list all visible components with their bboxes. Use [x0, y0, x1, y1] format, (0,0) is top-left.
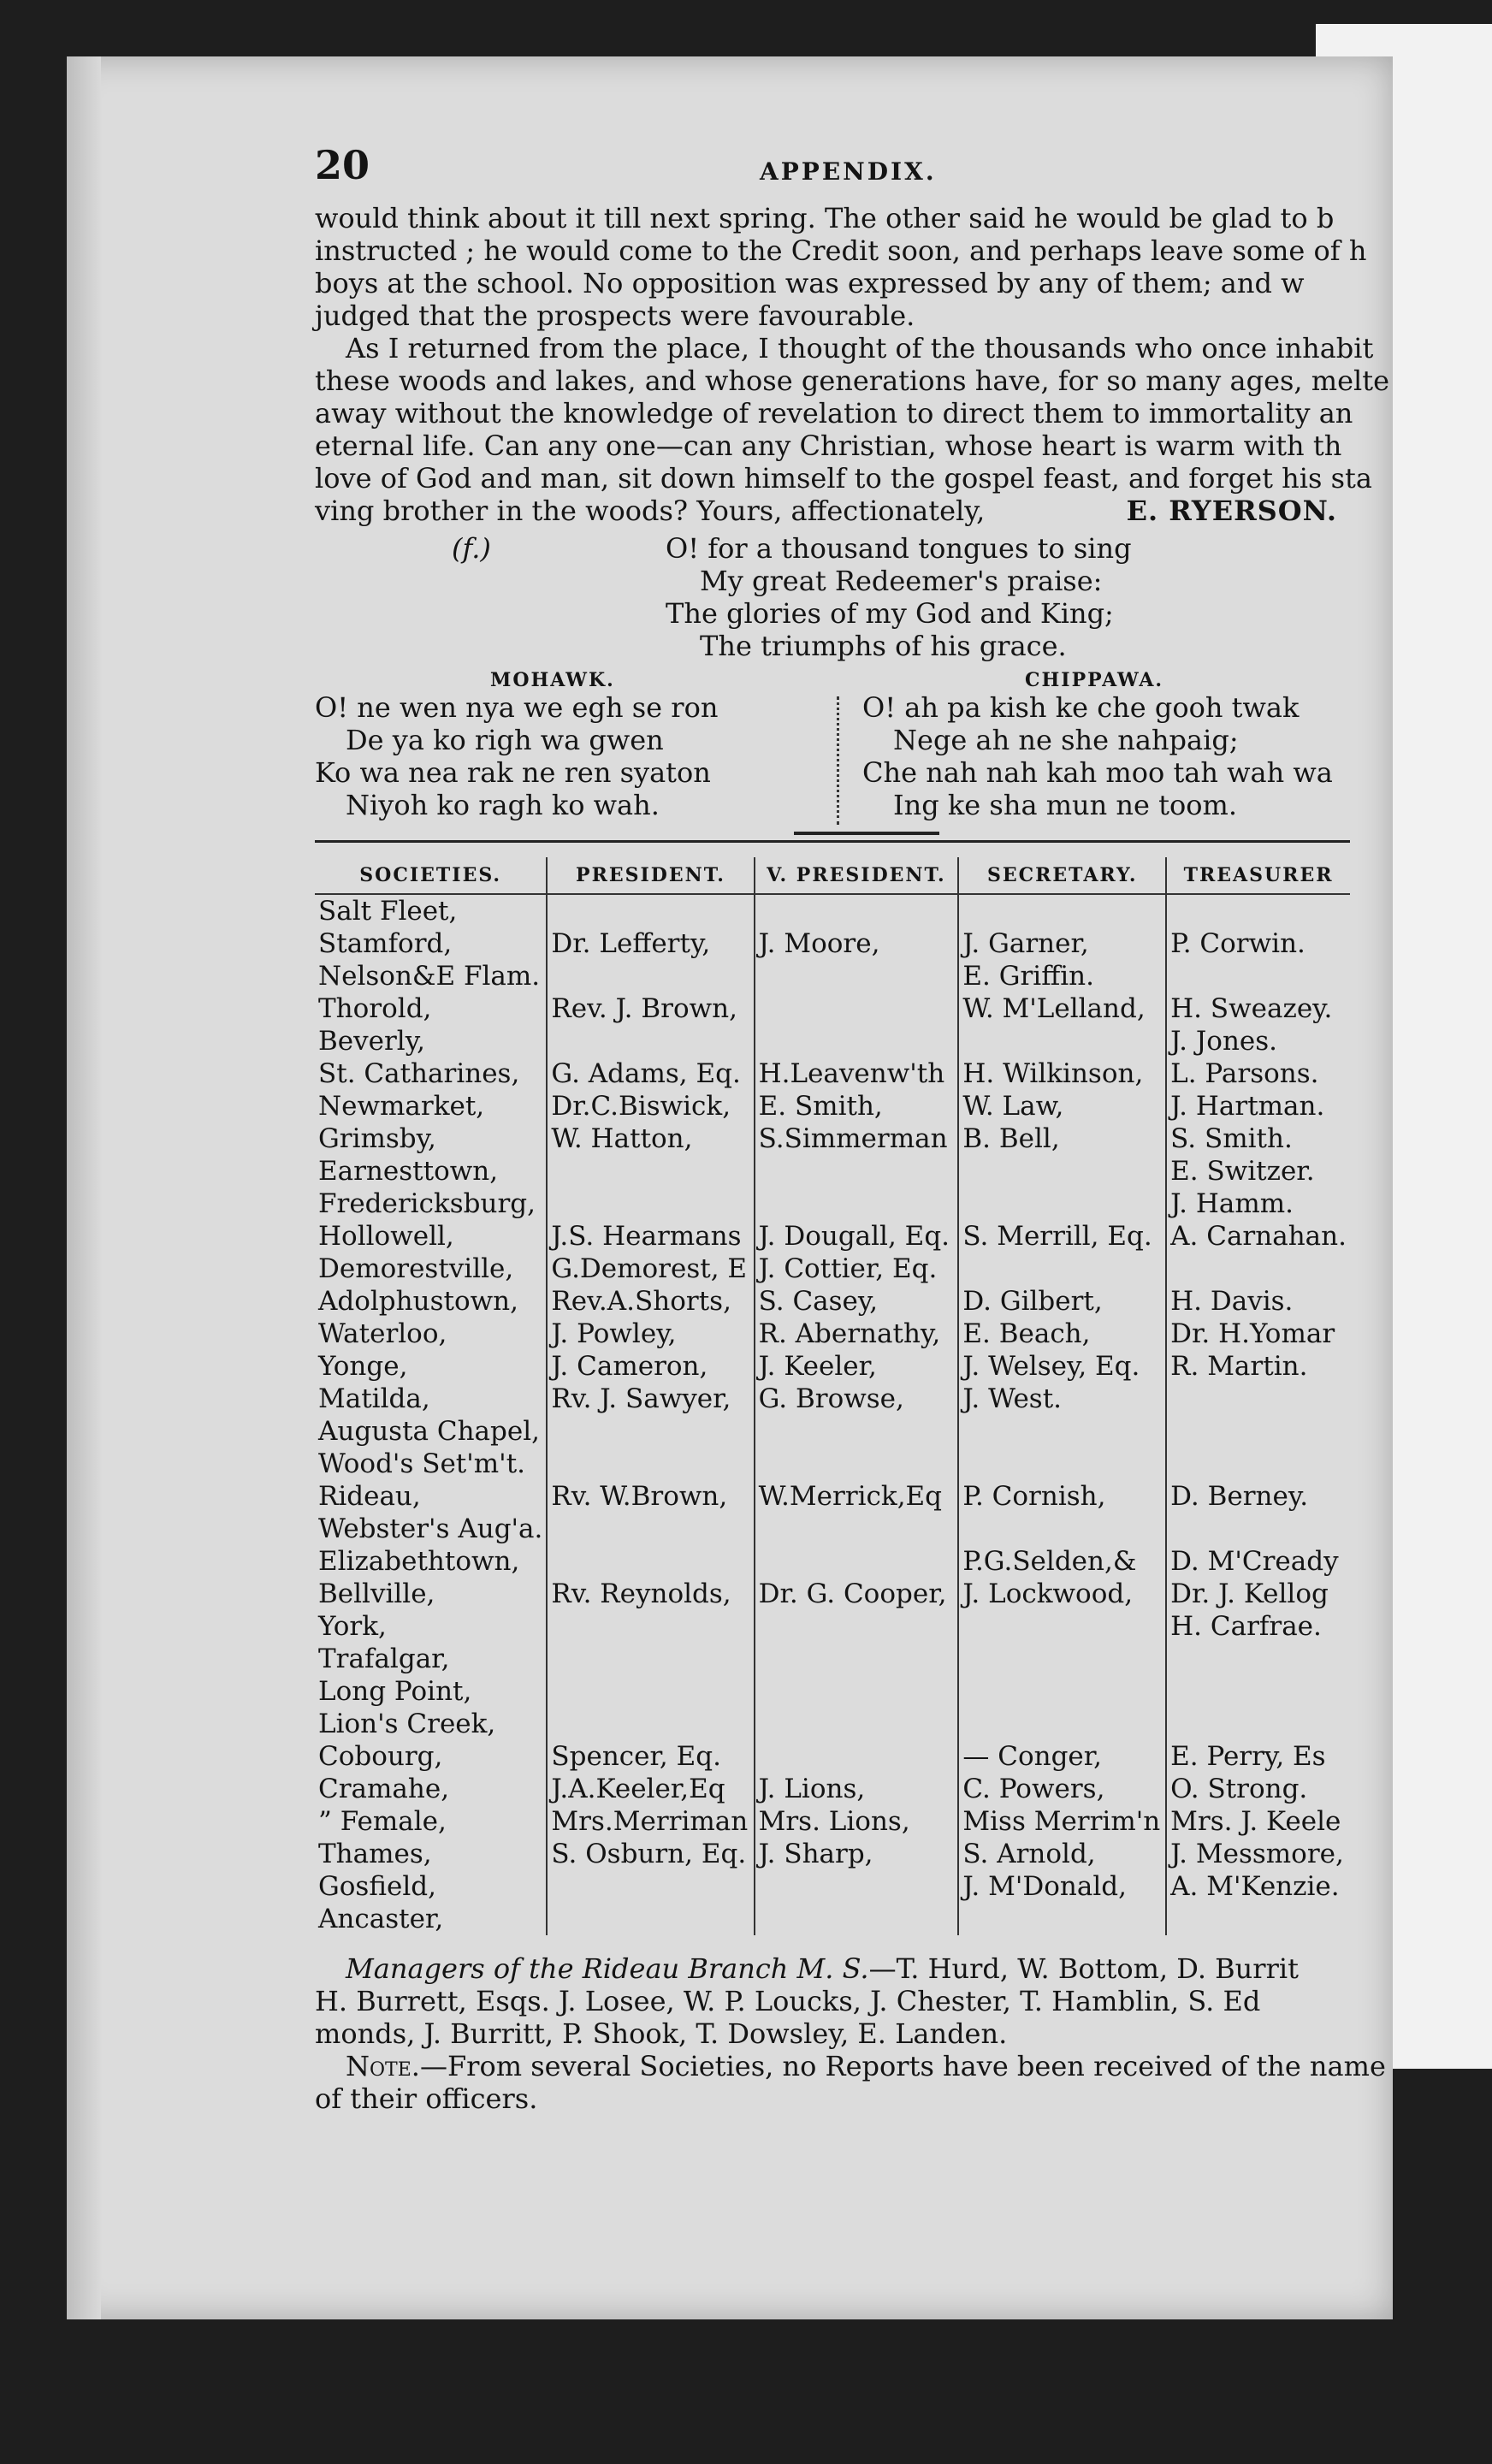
- treasurer-cell: [1166, 1675, 1350, 1708]
- closing-line: [315, 495, 1337, 527]
- table-row: [315, 894, 1350, 927]
- society-cell: Augusta Chapel,: [318, 1416, 540, 1447]
- hymn-mark: (f.): [452, 532, 491, 565]
- mohawk-verse: [315, 691, 718, 821]
- society-cell: Adolphustown,: [318, 1286, 518, 1317]
- society-cell: ” Female,: [318, 1806, 447, 1837]
- vice-president-cell: G. Browse,: [755, 1383, 959, 1415]
- treasurer-cell: H. Davis.: [1166, 1285, 1350, 1318]
- treasurer-cell: [1166, 1253, 1350, 1285]
- vice-president-cell: [755, 1708, 959, 1740]
- table-row: [315, 1155, 1350, 1188]
- president-cell: Rv. J. Sawyer,: [547, 1383, 754, 1415]
- society-cell: Cobourg,: [318, 1741, 443, 1772]
- section-rule: [315, 840, 1350, 843]
- president-cell: [547, 1610, 754, 1643]
- secretary-cell: P.G.Selden,&: [958, 1545, 1166, 1578]
- society-cell: Yonge,: [318, 1351, 408, 1382]
- table-row: [315, 1513, 1350, 1545]
- table-row: [315, 1090, 1350, 1122]
- president-cell: Dr. Lefferty,: [547, 927, 754, 960]
- treasurer-cell: R. Martin.: [1166, 1350, 1350, 1383]
- vice-president-cell: [755, 1675, 959, 1708]
- secretary-cell: P. Cornish,: [958, 1480, 1166, 1513]
- table-row: [315, 1057, 1350, 1090]
- treasurer-cell: E. Perry, Es: [1166, 1740, 1350, 1773]
- verse-line: Ing ke sha mun ne toom.: [893, 789, 1238, 821]
- secretary-cell: [958, 894, 1166, 927]
- signature: E. RYERSON.: [1126, 495, 1337, 527]
- president-cell: [547, 894, 754, 927]
- managers-line: monds, J. Burritt, P. Shook, T. Dowsley, E. Landen.: [315, 2017, 1008, 2050]
- society-cell: Long Point,: [318, 1676, 472, 1707]
- secretary-cell: [958, 1025, 1166, 1057]
- table-row: [315, 1188, 1350, 1220]
- mohawk-heading: MOHAWK.: [490, 669, 615, 691]
- treasurer-cell: J. Messmore,: [1166, 1838, 1350, 1870]
- society-cell: Demorestville,: [318, 1253, 514, 1284]
- society-cell: Bellville,: [318, 1578, 435, 1609]
- president-cell: Rv. Reynolds,: [547, 1578, 754, 1610]
- treasurer-cell: H. Carfrae.: [1166, 1610, 1350, 1643]
- secretary-cell: [958, 1675, 1166, 1708]
- society-cell: Cramahe,: [318, 1774, 450, 1804]
- running-head: APPENDIX.: [760, 157, 937, 186]
- treasurer-cell: O. Strong.: [1166, 1773, 1350, 1805]
- president-cell: G.Demorest, E: [547, 1253, 754, 1285]
- page-header: [315, 142, 1393, 202]
- table-row: [315, 992, 1350, 1025]
- president-cell: J. Powley,: [547, 1318, 754, 1350]
- vice-president-cell: [755, 1545, 959, 1578]
- president-cell: W. Hatton,: [547, 1122, 754, 1155]
- verse-line: Nege ah ne she nahpaig;: [893, 724, 1239, 756]
- secretary-cell: W. Law,: [958, 1090, 1166, 1122]
- president-cell: [547, 1025, 754, 1057]
- president-cell: [547, 1870, 754, 1903]
- table-body: [315, 894, 1350, 1935]
- treasurer-cell: Dr. H.Yomar: [1166, 1318, 1350, 1350]
- table-row: [315, 1643, 1350, 1675]
- secretary-cell: S. Arnold,: [958, 1838, 1166, 1870]
- vice-president-cell: [755, 1643, 959, 1675]
- treasurer-cell: D. Berney.: [1166, 1480, 1350, 1513]
- president-cell: J.A.Keeler,Eq: [547, 1773, 754, 1805]
- treasurer-cell: [1166, 1708, 1350, 1740]
- secretary-cell: [958, 1253, 1166, 1285]
- treasurer-cell: [1166, 894, 1350, 927]
- note-line: of their officers.: [315, 2082, 538, 2115]
- society-cell: Lion's Creek,: [318, 1709, 496, 1739]
- vice-president-cell: [755, 1025, 959, 1057]
- society-cell: Grimsby,: [318, 1123, 436, 1154]
- society-cell: Hollowell,: [318, 1221, 454, 1252]
- vice-president-cell: H.Leavenw'th: [755, 1057, 959, 1090]
- vice-president-cell: [755, 1740, 959, 1773]
- president-cell: [547, 1415, 754, 1448]
- vice-president-cell: Dr. G. Cooper,: [755, 1578, 959, 1610]
- table-row: [315, 960, 1350, 992]
- vice-president-cell: [755, 894, 959, 927]
- society-cell: Thames,: [318, 1839, 432, 1869]
- table-row: [315, 1350, 1350, 1383]
- table-row: [315, 1903, 1350, 1935]
- verse-line: De ya ko righ wa gwen: [346, 724, 664, 756]
- letter-line: boys at the school. No opposition was expressed by any of them; and w: [315, 267, 1305, 299]
- society-cell: Webster's Aug'a.: [318, 1513, 543, 1544]
- society-cell: Beverly,: [318, 1026, 425, 1057]
- treasurer-cell: [1166, 1643, 1350, 1675]
- vice-president-cell: J. Sharp,: [755, 1838, 959, 1870]
- table-row: [315, 1838, 1350, 1870]
- table-row: [315, 1870, 1350, 1903]
- vice-president-cell: E. Smith,: [755, 1090, 959, 1122]
- letter-line: instructed ; he would come to the Credit soon, and perhaps leave some of h: [315, 234, 1367, 267]
- society-cell: Wood's Set'm't.: [318, 1448, 526, 1479]
- treasurer-cell: J. Hartman.: [1166, 1090, 1350, 1122]
- table-row: [315, 1415, 1350, 1448]
- vice-president-cell: [755, 1870, 959, 1903]
- secretary-cell: S. Merrill, Eq.: [958, 1220, 1166, 1253]
- table-row: [315, 1708, 1350, 1740]
- vice-president-cell: Mrs. Lions,: [755, 1805, 959, 1838]
- secretary-cell: [958, 1415, 1166, 1448]
- vice-president-cell: W.Merrick,Eq: [755, 1480, 959, 1513]
- header-societies: SOCIETIES.: [315, 857, 547, 894]
- vice-president-cell: J. Cottier, Eq.: [755, 1253, 959, 1285]
- president-cell: G. Adams, Eq.: [547, 1057, 754, 1090]
- vice-president-cell: S.Simmerman: [755, 1122, 959, 1155]
- society-cell: Newmarket,: [318, 1091, 485, 1122]
- secretary-cell: C. Powers,: [958, 1773, 1166, 1805]
- societies-table: [315, 857, 1350, 1935]
- treasurer-cell: [1166, 1415, 1350, 1448]
- letter-line: love of God and man, sit down himself to the gospel feast, and forget his sta: [315, 462, 1372, 495]
- president-cell: Dr.C.Biswick,: [547, 1090, 754, 1122]
- secretary-cell: E. Griffin.: [958, 960, 1166, 992]
- secretary-cell: H. Wilkinson,: [958, 1057, 1166, 1090]
- table-row: [315, 1318, 1350, 1350]
- president-cell: J. Cameron,: [547, 1350, 754, 1383]
- table-row: [315, 1578, 1350, 1610]
- header-president: PRESIDENT.: [547, 857, 754, 894]
- vice-president-cell: S. Casey,: [755, 1285, 959, 1318]
- page-edge: [67, 56, 101, 2319]
- president-cell: [547, 960, 754, 992]
- chippawa-translation: [862, 669, 1333, 821]
- table-row: [315, 1675, 1350, 1708]
- scanned-page: [67, 56, 1393, 2319]
- secretary-cell: [958, 1448, 1166, 1480]
- treasurer-cell: S. Smith.: [1166, 1122, 1350, 1155]
- treasurer-cell: Mrs. J. Keele: [1166, 1805, 1350, 1838]
- president-cell: [547, 1155, 754, 1188]
- column-divider-ornament: [837, 696, 858, 825]
- notes-section: [315, 1952, 1393, 2115]
- society-cell: Fredericksburg,: [318, 1188, 536, 1219]
- verse-line: O! ah pa kish ke che gooh twak: [862, 691, 1300, 724]
- secretary-cell: [958, 1188, 1166, 1220]
- society-cell: St. Catharines,: [318, 1058, 520, 1089]
- vice-president-cell: [755, 1513, 959, 1545]
- secretary-cell: B. Bell,: [958, 1122, 1166, 1155]
- secretary-cell: J. Garner,: [958, 927, 1166, 960]
- president-cell: [547, 1643, 754, 1675]
- president-cell: Spencer, Eq.: [547, 1740, 754, 1773]
- verse-line: Che nah nah kah moo tah wah wa: [862, 756, 1333, 789]
- treasurer-cell: [1166, 1448, 1350, 1480]
- secretary-cell: [958, 1903, 1166, 1935]
- verse-line: Ko wa nea rak ne ren syaton: [315, 756, 711, 789]
- letter-line: would think about it till next spring. The other said he would be glad to b: [315, 202, 1335, 234]
- treasurer-cell: [1166, 1903, 1350, 1935]
- society-cell: Gosfield,: [318, 1871, 436, 1902]
- society-cell: Elizabethtown,: [318, 1546, 520, 1577]
- hymn-translations: [315, 669, 1393, 849]
- society-cell: Rideau,: [318, 1481, 421, 1512]
- table-row: [315, 1480, 1350, 1513]
- letter-text: [315, 202, 1393, 527]
- table-row: [315, 1740, 1350, 1773]
- table-row: [315, 1025, 1350, 1057]
- header-treasurer: TREASURER: [1166, 857, 1350, 894]
- hymn-line: The triumphs of his grace.: [700, 630, 1067, 662]
- president-cell: S. Osburn, Eq.: [547, 1838, 754, 1870]
- treasurer-cell: J. Jones.: [1166, 1025, 1350, 1057]
- secretary-cell: J. M'Donald,: [958, 1870, 1166, 1903]
- secretary-cell: J. West.: [958, 1383, 1166, 1415]
- verse-line: O! ne wen nya we egh se ron: [315, 691, 719, 724]
- society-cell: Trafalgar,: [318, 1644, 450, 1674]
- chippawa-verse: [862, 691, 1333, 821]
- vice-president-cell: [755, 1155, 959, 1188]
- society-cell: Thorold,: [318, 993, 432, 1024]
- hymn-lines: [666, 532, 1132, 662]
- vice-president-cell: [755, 1448, 959, 1480]
- vice-president-cell: J. Keeler,: [755, 1350, 959, 1383]
- hymn-line: O! for a thousand tongues to sing: [666, 532, 1132, 565]
- table-row: [315, 1448, 1350, 1480]
- mohawk-translation: [315, 669, 718, 821]
- note-text: —From several Societies, no Reports have been received of the name: [419, 2050, 1386, 2082]
- treasurer-cell: [1166, 1513, 1350, 1545]
- secretary-cell: — Conger,: [958, 1740, 1166, 1773]
- society-cell: Matilda,: [318, 1383, 430, 1414]
- treasurer-cell: [1166, 1383, 1350, 1415]
- hymn-english: [315, 532, 1393, 669]
- vice-president-cell: [755, 960, 959, 992]
- secretary-cell: [958, 1513, 1166, 1545]
- letter-line: these woods and lakes, and whose generations have, for so many ages, melte: [315, 364, 1390, 397]
- page-number: 20: [315, 142, 370, 188]
- table-row: [315, 927, 1350, 960]
- president-cell: [547, 1708, 754, 1740]
- table-row: [315, 1545, 1350, 1578]
- secretary-cell: E. Beach,: [958, 1318, 1166, 1350]
- page-content: [315, 142, 1393, 2115]
- president-cell: [547, 1903, 754, 1935]
- vice-president-cell: J. Moore,: [755, 927, 959, 960]
- chippawa-heading: CHIPPAWA.: [1025, 669, 1164, 691]
- vice-president-cell: [755, 992, 959, 1025]
- society-cell: Ancaster,: [318, 1904, 444, 1934]
- society-cell: Earnesttown,: [318, 1156, 499, 1187]
- president-cell: [547, 1675, 754, 1708]
- president-cell: [547, 1545, 754, 1578]
- president-cell: [547, 1448, 754, 1480]
- society-cell: Nelson&E Flam.: [318, 961, 541, 992]
- ornament-rule: [794, 832, 939, 835]
- secretary-cell: Miss Merrim'n: [958, 1805, 1166, 1838]
- note-line: [315, 2050, 1393, 2082]
- table-row: [315, 1285, 1350, 1318]
- header-vice-president: V. PRESIDENT.: [755, 857, 959, 894]
- treasurer-cell: D. M'Cready: [1166, 1545, 1350, 1578]
- president-cell: Mrs.Merriman: [547, 1805, 754, 1838]
- table-row: [315, 1253, 1350, 1285]
- secretary-cell: [958, 1610, 1166, 1643]
- vice-president-cell: [755, 1903, 959, 1935]
- hymn-line: My great Redeemer's praise:: [700, 565, 1103, 597]
- vice-president-cell: [755, 1610, 959, 1643]
- president-cell: Rev.A.Shorts,: [547, 1285, 754, 1318]
- table-header-row: [315, 857, 1350, 894]
- secretary-cell: J. Welsey, Eq.: [958, 1350, 1166, 1383]
- secretary-cell: [958, 1708, 1166, 1740]
- secretary-cell: D. Gilbert,: [958, 1285, 1166, 1318]
- managers-line: [315, 1952, 1393, 1985]
- note-label: Note.: [346, 2050, 420, 2082]
- society-cell: Waterloo,: [318, 1318, 447, 1349]
- vice-president-cell: [755, 1415, 959, 1448]
- hymn-line: The glories of my God and King;: [666, 597, 1114, 630]
- society-cell: York,: [318, 1611, 387, 1642]
- treasurer-cell: Dr. J. Kellog: [1166, 1578, 1350, 1610]
- managers-label: Managers of the Rideau Branch M. S.: [346, 1952, 869, 1985]
- table-row: [315, 1220, 1350, 1253]
- treasurer-cell: H. Sweazey.: [1166, 992, 1350, 1025]
- treasurer-cell: J. Hamm.: [1166, 1188, 1350, 1220]
- president-cell: [547, 1513, 754, 1545]
- table-row: [315, 1383, 1350, 1415]
- secretary-cell: [958, 1643, 1166, 1675]
- managers-line: H. Burrett, Esqs. J. Losee, W. P. Loucks, J. Chester, T. Hamblin, S. Ed: [315, 1985, 1261, 2017]
- letter-line: As I returned from the place, I thought of the thousands who once inhabit: [346, 332, 1374, 364]
- president-cell: Rv. W.Brown,: [547, 1480, 754, 1513]
- closing-text: ving brother in the woods? Yours, affectionately,: [315, 495, 986, 527]
- letter-line: eternal life. Can any one—can any Christian, whose heart is warm with th: [315, 429, 1342, 462]
- vice-president-cell: [755, 1188, 959, 1220]
- vice-president-cell: J. Lions,: [755, 1773, 959, 1805]
- secretary-cell: J. Lockwood,: [958, 1578, 1166, 1610]
- president-cell: J.S. Hearmans: [547, 1220, 754, 1253]
- treasurer-cell: A. M'Kenzie.: [1166, 1870, 1350, 1903]
- secretary-cell: [958, 1155, 1166, 1188]
- treasurer-cell: L. Parsons.: [1166, 1057, 1350, 1090]
- table-row: [315, 1610, 1350, 1643]
- letter-line: judged that the prospects were favourable.: [315, 299, 915, 332]
- vice-president-cell: J. Dougall, Eq.: [755, 1220, 959, 1253]
- secretary-cell: W. M'Lelland,: [958, 992, 1166, 1025]
- society-cell: Stamford,: [318, 928, 453, 959]
- verse-line: Niyoh ko ragh ko wah.: [346, 789, 660, 821]
- vice-president-cell: R. Abernathy,: [755, 1318, 959, 1350]
- treasurer-cell: P. Corwin.: [1166, 927, 1350, 960]
- society-cell: Salt Fleet,: [318, 896, 458, 927]
- treasurer-cell: A. Carnahan.: [1166, 1220, 1350, 1253]
- president-cell: Rev. J. Brown,: [547, 992, 754, 1025]
- table-row: [315, 1805, 1350, 1838]
- header-secretary: SECRETARY.: [958, 857, 1166, 894]
- letter-line: away without the knowledge of revelation to direct them to immortality an: [315, 397, 1353, 429]
- table-row: [315, 1122, 1350, 1155]
- president-cell: [547, 1188, 754, 1220]
- table-row: [315, 1773, 1350, 1805]
- managers-text: —T. Hurd, W. Bottom, D. Burrit: [868, 1952, 1299, 1985]
- treasurer-cell: E. Switzer.: [1166, 1155, 1350, 1188]
- treasurer-cell: [1166, 960, 1350, 992]
